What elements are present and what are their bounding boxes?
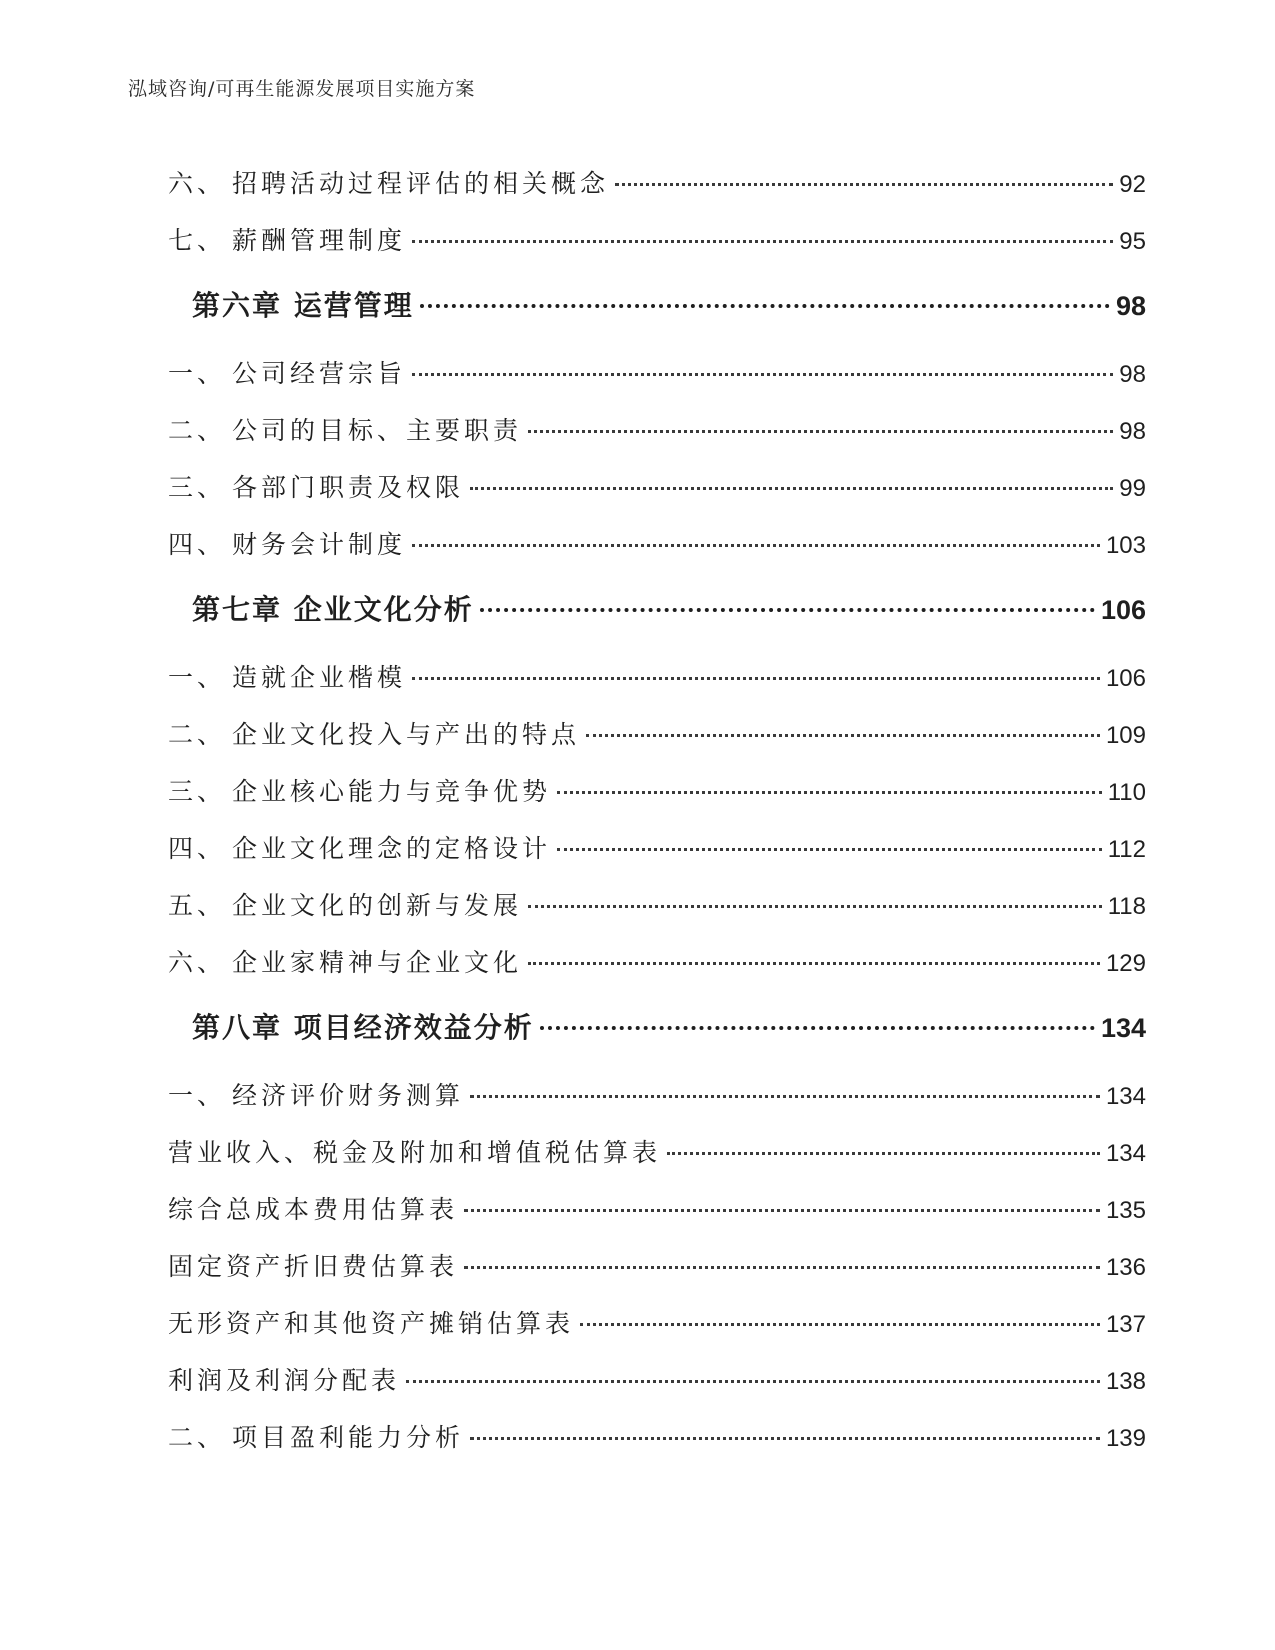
toc-entry-title: 利润及利润分配表 <box>168 1366 401 1395</box>
toc-chapter-entry[interactable] <box>128 284 1146 348</box>
toc-entry-number: 二、 <box>168 720 227 749</box>
toc-section-entry[interactable] <box>128 411 1146 468</box>
toc-entry-number: 六、 <box>168 169 227 198</box>
toc-chapter-entry[interactable] <box>128 588 1146 652</box>
toc-section-entry[interactable] <box>128 658 1146 715</box>
toc-entry-page-number: 129 <box>1105 950 1146 977</box>
toc-entry-page-number: 112 <box>1107 836 1146 863</box>
toc-entry-title: 公司经营宗旨 <box>232 359 407 388</box>
toc-entry-page-number: 110 <box>1107 779 1146 806</box>
toc-entry-number: 二、 <box>168 1423 227 1452</box>
toc-section-entry[interactable] <box>128 1190 1146 1247</box>
toc-section-entry[interactable] <box>128 1076 1146 1133</box>
toc-entry-number: 一、 <box>168 663 227 692</box>
dot-leader <box>412 677 1100 680</box>
toc-entry-title: 项目盈利能力分析 <box>232 1423 465 1452</box>
toc-entry-title: 第八章 项目经济效益分析 <box>192 1011 534 1044</box>
dot-leader <box>557 791 1102 794</box>
toc-section-entry[interactable] <box>128 772 1146 829</box>
toc-entry-title: 企业文化理念的定格设计 <box>232 834 552 863</box>
toc-entry-page-number: 103 <box>1105 532 1146 559</box>
toc-entry-title: 招聘活动过程评估的相关概念 <box>232 169 610 198</box>
dot-leader <box>420 304 1110 308</box>
toc-entry-title: 第七章 企业文化分析 <box>192 593 474 626</box>
toc-section-entry[interactable] <box>128 1247 1146 1304</box>
dot-leader <box>406 1380 1100 1383</box>
toc-entry-page-number: 106 <box>1100 595 1146 625</box>
toc-entry-number: 一、 <box>168 359 227 388</box>
header-divider <box>128 111 1147 112</box>
dot-leader <box>557 848 1102 851</box>
toc-entry-page-number: 95 <box>1119 228 1146 255</box>
dot-leader <box>480 608 1095 612</box>
toc-section-entry[interactable] <box>128 1418 1146 1475</box>
toc-entry-title: 企业文化投入与产出的特点 <box>232 720 581 749</box>
toc-entry-page-number: 99 <box>1119 475 1146 502</box>
toc-entry-title: 公司的目标、主要职责 <box>232 416 523 445</box>
toc-entry-page-number: 118 <box>1107 893 1146 920</box>
toc-section-entry[interactable] <box>128 886 1146 943</box>
toc-entry-number: 二、 <box>168 416 227 445</box>
dot-leader <box>615 183 1113 186</box>
toc-entry-title: 第六章 运营管理 <box>192 289 414 322</box>
toc-entry-title: 造就企业楷模 <box>232 663 407 692</box>
toc-entry-page-number: 106 <box>1105 665 1146 692</box>
toc-entry-number: 一、 <box>168 1081 227 1110</box>
toc-entry-title: 综合总成本费用估算表 <box>168 1195 459 1224</box>
dot-leader <box>412 544 1100 547</box>
page-header: 泓域咨询/可再生能源发展项目实施方案 <box>128 78 476 100</box>
toc-section-entry[interactable] <box>128 468 1146 525</box>
toc-section-entry[interactable] <box>128 829 1146 886</box>
toc-entry-title: 财务会计制度 <box>232 530 407 559</box>
toc-entry-page-number: 138 <box>1105 1368 1146 1395</box>
dot-leader <box>528 430 1113 433</box>
toc-entry-number: 六、 <box>168 948 227 977</box>
toc-entry-number: 三、 <box>168 777 227 806</box>
table-of-contents <box>128 164 1146 1475</box>
toc-entry-page-number: 136 <box>1105 1254 1146 1281</box>
toc-entry-title: 经济评价财务测算 <box>232 1081 465 1110</box>
toc-section-entry[interactable] <box>128 164 1146 221</box>
toc-entry-title: 企业家精神与企业文化 <box>232 948 523 977</box>
dot-leader <box>412 373 1113 376</box>
toc-entry-page-number: 134 <box>1100 1013 1146 1043</box>
toc-section-entry[interactable] <box>128 1133 1146 1190</box>
toc-entry-title: 企业文化的创新与发展 <box>232 891 523 920</box>
toc-section-entry[interactable] <box>128 715 1146 772</box>
dot-leader <box>586 734 1100 737</box>
toc-entry-page-number: 135 <box>1105 1197 1146 1224</box>
toc-entry-page-number: 98 <box>1119 418 1146 445</box>
toc-entry-page-number: 137 <box>1105 1311 1146 1338</box>
toc-entry-page-number: 98 <box>1115 291 1146 321</box>
toc-section-entry[interactable] <box>128 221 1146 278</box>
dot-leader <box>464 1266 1100 1269</box>
dot-leader <box>412 240 1113 243</box>
dot-leader <box>667 1152 1100 1155</box>
toc-entry-title: 固定资产折旧费估算表 <box>168 1252 459 1281</box>
toc-entry-number: 四、 <box>168 834 227 863</box>
toc-section-entry[interactable] <box>128 354 1146 411</box>
toc-entry-number: 七、 <box>168 226 227 255</box>
toc-entry-page-number: 139 <box>1105 1425 1146 1452</box>
dot-leader <box>528 905 1102 908</box>
dot-leader <box>470 1095 1100 1098</box>
toc-section-entry[interactable] <box>128 1361 1146 1418</box>
dot-leader <box>540 1026 1095 1030</box>
toc-section-entry[interactable] <box>128 1304 1146 1361</box>
toc-entry-page-number: 134 <box>1105 1140 1146 1167</box>
toc-entry-page-number: 98 <box>1119 361 1146 388</box>
toc-entry-title: 各部门职责及权限 <box>232 473 465 502</box>
dot-leader <box>580 1323 1100 1326</box>
toc-entry-title: 薪酬管理制度 <box>232 226 407 255</box>
toc-entry-number: 五、 <box>168 891 227 920</box>
dot-leader <box>528 962 1100 965</box>
toc-chapter-entry[interactable] <box>128 1006 1146 1070</box>
toc-entry-title: 营业收入、税金及附加和增值税估算表 <box>168 1138 662 1167</box>
dot-leader <box>470 1437 1100 1440</box>
toc-section-entry[interactable] <box>128 943 1146 1000</box>
toc-entry-page-number: 92 <box>1119 171 1146 198</box>
toc-entry-number: 四、 <box>168 530 227 559</box>
toc-entry-number: 三、 <box>168 473 227 502</box>
dot-leader <box>470 487 1113 490</box>
toc-section-entry[interactable] <box>128 525 1146 582</box>
toc-entry-page-number: 109 <box>1105 722 1146 749</box>
toc-entry-title: 企业核心能力与竞争优势 <box>232 777 552 806</box>
toc-entry-title: 无形资产和其他资产摊销估算表 <box>168 1309 575 1338</box>
dot-leader <box>464 1209 1100 1212</box>
toc-entry-page-number: 134 <box>1105 1083 1146 1110</box>
